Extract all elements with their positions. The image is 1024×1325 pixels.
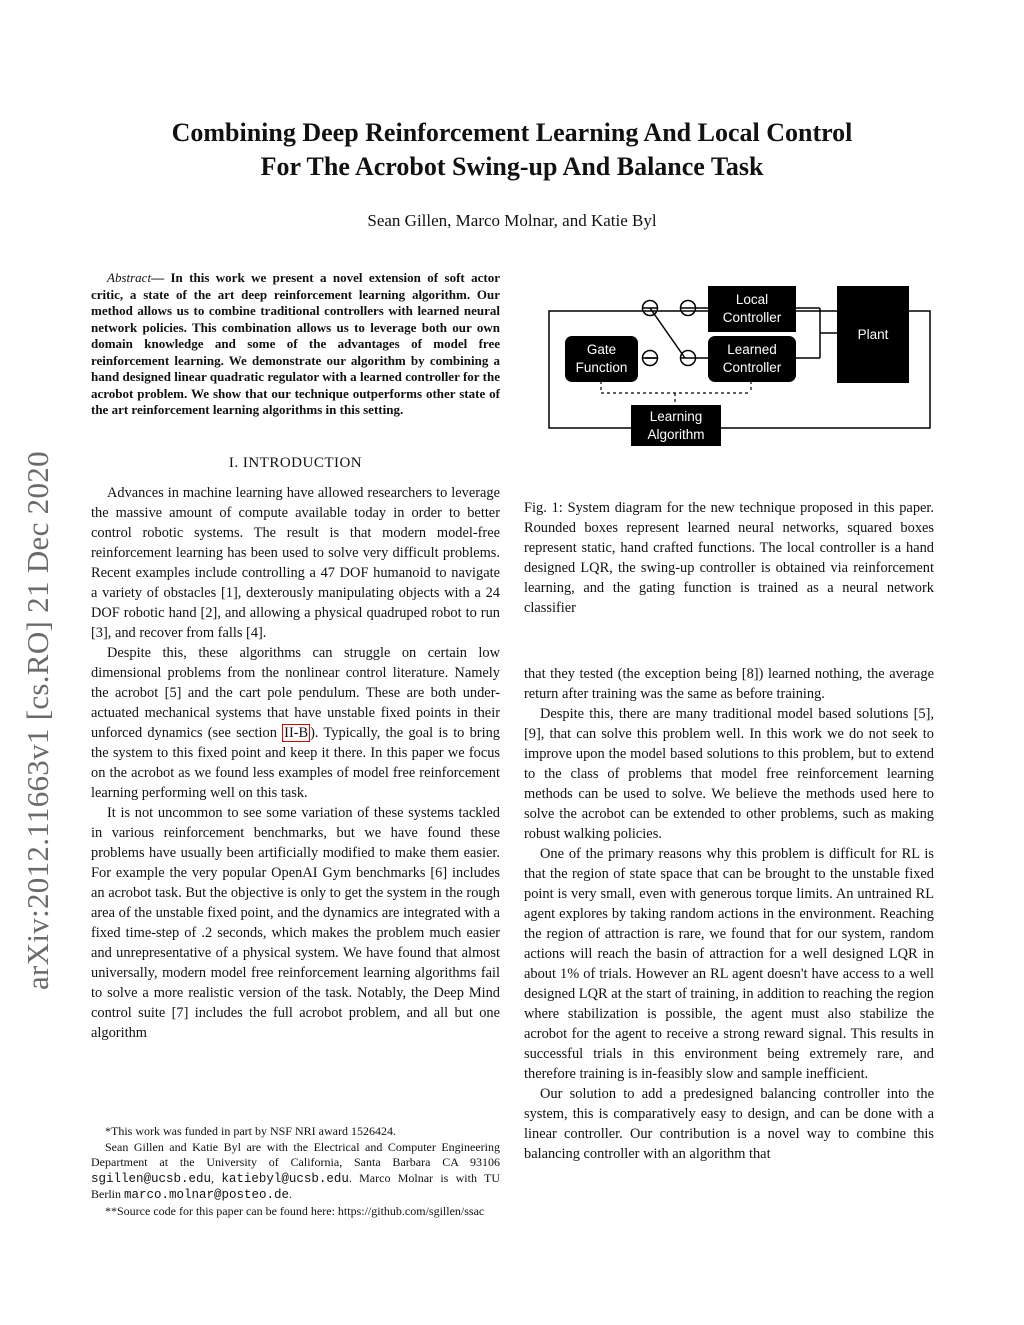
footnote-funding: *This work was funded in part by NSF NRI award 1526424.	[105, 1124, 396, 1138]
right-paragraph-2: Despite this, there are many traditional model based solutions [5], [9], that can solve this problem well. In this work we do not seek to improve upon the model based solutions to this problem, but to extend to the class of problems that model free reinforcement learning methods can be used to solve. We believe the methods used here to solve the acrobot can be extended to other problems, such as making robust walking policies.	[524, 706, 934, 842]
left-column	[91, 483, 500, 1043]
email-link[interactable]: sgillen@ucsb.edu	[91, 1171, 212, 1186]
figure-caption: Fig. 1: System diagram for the new technique proposed in this paper. Rounded boxes represent learned neural networks, squared boxes represent static, hand crafted functions. The local controller is a hand designed LQR, the swing-up controller is obtained via reinforcement learning, and the gating function is trained as a neural network classifier	[524, 500, 934, 616]
right-paragraph-1: that they tested (the exception being [8]) learned nothing, the average return after training was the same as before training.	[524, 666, 934, 702]
intro-paragraph-1: Advances in machine learning have allowed researchers to leverage the massive amount of compute available today in order to better control robotic systems. The result is that modern model-free reinforcement learning has been used to solve very difficult problems. Recent examples include controlling a 47 DOF humanoid to navigate a variety of obstacles [1], dexterously manipulating objects with a 24 DOF robotic hand [2], and allowing a physical quadruped robot to run [3], and recover from falls [4].	[91, 485, 500, 641]
abstract-text: In this work we present a novel extension of soft actor critic, a state of the art deep reinforcement learning algorithm. Our method allows us to combine traditional controllers with learned neural network policies. This combination allows us to leverage both our own domain knowledge and some of the advantages of model free reinforcement learning. We demonstrate our algorithm by combining a hand designed linear quadratic regulator with a learned controller for the acrobot problem. We show that our technique outperforms other state of the art reinforcement learning algorithms in this setting.	[91, 270, 500, 417]
footnotes	[91, 1124, 500, 1219]
email-link[interactable]: marco.molnar@posteo.de	[124, 1188, 290, 1202]
intro-paragraph-2: Despite this, these algorithms can struggle on certain low dimensional problems from the nonlinear control literature. Namely the acrobot [5] and the cart pole pendulum. These are both under-actuated mechanical systems that have unstable fixed points in their unforced dynamics (see section II-B ). Typically, the goal is to bring the system to this fixed point and keep it there. In this paper we focus on the acrobot as we found less examples of model free reinforcement learning performing well on this task.	[91, 645, 500, 801]
paper-title	[120, 116, 904, 184]
title-line-2: For The Acrobot Swing-up And Balance Task	[260, 152, 764, 181]
local-controller-box: Local Controller	[708, 286, 796, 332]
system-diagram	[545, 283, 935, 448]
section-heading: I. INTRODUCTION	[228, 455, 363, 471]
title-line-1: Combining Deep Reinforcement Learning And Local Control	[171, 118, 853, 147]
gate-function-box: Gate Function	[565, 336, 638, 382]
footnote-affiliations: Sean Gillen and Katie Byl are with the Electrical and Computer Engineering Department at the University of California, Santa Barbara CA 93106 sgillen@ucsb.edu, katiebyl@ucsb.edu. Marco Molnar is with TU Berlin marco.molnar@posteo.de.	[91, 1139, 500, 1202]
abstract: Abstract— In this work we present a novel extension of soft actor critic, a state of the art deep reinforcement learning algorithm. Our method allows us to combine traditional controllers with learned neural network policies. This combination allows us to leverage both our own domain knowledge and some of the advantages of model free reinforcement learning. We demonstrate our algorithm by combining a hand designed linear quadratic regulator with a learned controller for the acrobot problem. We show that our technique outperforms other state of the art reinforcement learning algorithms in this setting.	[91, 270, 500, 417]
footnote-source-code: **Source code for this paper can be found here: https://github.com/sgillen/ssac	[105, 1203, 485, 1218]
email-link[interactable]: katiebyl@ucsb.edu	[221, 1171, 349, 1186]
arxiv-identifier: arXiv:2012.11663v1 [cs.RO] 21 Dec 2020	[20, 451, 55, 990]
section-ref-link[interactable]: II-B	[284, 725, 309, 741]
right-paragraph-3: One of the primary reasons why this problem is difficult for RL is that the region of state space that can be brought to the unstable fixed point is very small, even with generous torque limits. An untrained RL agent explores by taking random actions in the environment. Reaching the region of attraction is rare, we found that for our system, random actions will reach the basin of attraction for a well designed LQR in about 1% of trials. However an RL agent doesn't have access to a well designed LQR at the start of training, in addition to reaching the region where stabilization is possible, the agent must also stabilize the acrobot for the agent to receive a strong reward signal. This results in successful trials in this environment being extremely rare, and therefore training is in-feasibly slow and sample inefficient.	[524, 846, 934, 1082]
abstract-label: Abstract	[107, 270, 152, 285]
author-list: Sean Gillen, Marco Molnar, and Katie Byl	[367, 211, 657, 230]
right-paragraph-4: Our solution to add a predesigned balancing controller into the system, this is comparatively easy to design, and can be done with a linear controller. Our contribution is a novel way to combine this balancing controller with an algorithm that	[524, 1086, 934, 1162]
arxiv-sidebar	[20, 350, 100, 990]
plant-box: Plant	[837, 286, 909, 383]
learning-algorithm-box: Learning Algorithm	[631, 405, 721, 446]
learned-controller-box: Learned Controller	[708, 336, 796, 382]
intro-paragraph-3: It is not uncommon to see some variation of these systems tackled in various reinforcement benchmarks, but we have found these problems have usually been artificially modified to make them easier. For example the very popular OpenAI Gym benchmarks [6] includes an acrobot task. But the objective is only to get the system in the rough area of the unstable fixed point, and the dynamics are integrated with a fixed time-step of .2 seconds, which makes the problem much easier and unrepresentative of a physical system. We have found that almost universally, modern model free reinforcement learning algorithms fail to solve a more realistic version of the task. Notably, the Deep Mind control suite [7] includes the full acrobot problem, and all but one algorithm	[91, 805, 500, 1041]
right-column	[524, 664, 934, 1164]
